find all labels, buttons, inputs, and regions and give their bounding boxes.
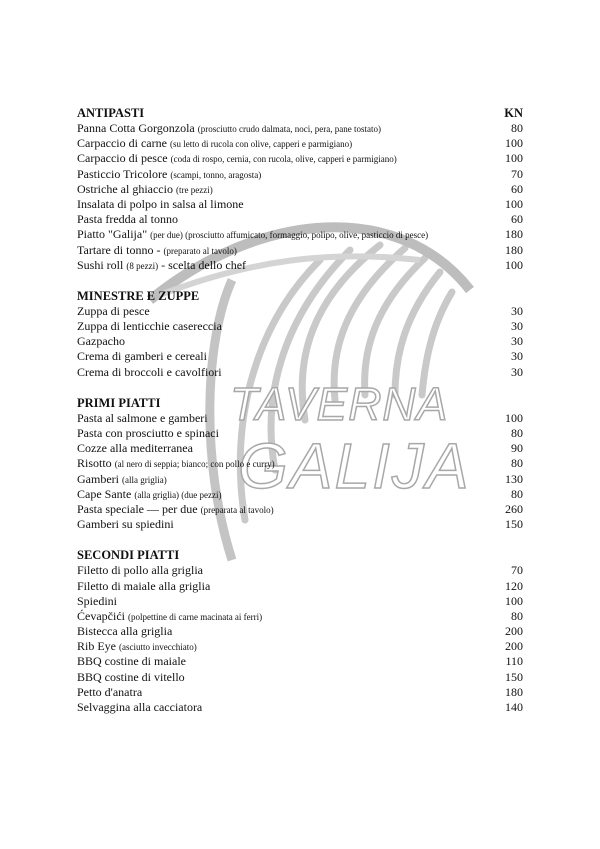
menu-item-description: [77, 197, 244, 212]
menu-item-note: (alla griglia) (due pezzi): [134, 489, 222, 500]
menu-item: [77, 517, 523, 532]
menu-item-note: (preparata al tavolo): [200, 504, 274, 515]
menu-section: [77, 396, 523, 533]
menu-item-price: 30: [511, 334, 523, 349]
menu-item-price: 100: [505, 151, 523, 166]
menu-item-description: [77, 563, 203, 578]
menu-item-name: Pasta fredda al tonno: [77, 212, 178, 227]
menu-item-description: [77, 639, 197, 655]
menu-item-description: [77, 121, 381, 137]
menu-item-description: [77, 654, 186, 669]
menu-item: [77, 121, 523, 136]
menu-item-description: [77, 624, 172, 639]
menu-item-name: Spiedini: [77, 593, 118, 608]
menu-item-price: 30: [511, 349, 523, 364]
menu-item-name: Pasta al salmone e gamberi: [77, 410, 208, 425]
menu-item-name: BBQ costine di vitello: [77, 669, 185, 684]
menu-item: [77, 700, 523, 715]
menu-item: [77, 609, 523, 624]
menu-item-price: 140: [505, 700, 523, 714]
menu-section: [77, 548, 523, 715]
menu-item-name: Zuppa di lenticchie casereccia: [77, 319, 222, 334]
menu-item: [77, 258, 523, 273]
menu-item-price: 70: [511, 166, 523, 181]
menu-item-price: 80: [511, 426, 523, 440]
menu-item-name: Bistecca alla griglia: [77, 624, 173, 639]
menu-item-name: Pasta speciale — per due: [77, 501, 198, 516]
menu-item-description: [77, 685, 142, 700]
menu-item: [77, 334, 523, 349]
menu-item: [77, 685, 523, 700]
menu-item-price: 70: [511, 563, 523, 578]
menu-item-description: [77, 227, 428, 243]
menu-item-price: 100: [505, 196, 523, 211]
menu-item-name: Rib Eye: [77, 639, 116, 654]
menu-item-name: Crema di broccoli e cavolfiori: [77, 364, 222, 379]
menu-item-name: Pasta con prosciutto e spinaci: [77, 426, 219, 440]
menu-item-price: 180: [505, 227, 523, 242]
section-title: SECONDI PIATTI: [77, 548, 180, 563]
menu-item-description: [77, 136, 352, 152]
menu-item-price: 60: [511, 212, 523, 227]
menu-item-name: Cozze alla mediterranea: [77, 441, 193, 456]
menu-item-description: [77, 258, 246, 274]
menu-item-note: (su letto di rucola con olive, capperi e parmigiano): [169, 139, 353, 150]
menu-item: [77, 151, 523, 166]
menu-item-name: Insalata di polpo in salsa al limone: [77, 196, 244, 211]
menu-item: [77, 670, 523, 685]
menu-item-note: (alla griglia): [121, 474, 167, 485]
menu-item-name: Cape Sante: [77, 486, 132, 501]
menu-item-price: 120: [505, 578, 523, 593]
menu-item-note: (preparato al tavolo): [163, 245, 237, 256]
menu-item: [77, 563, 523, 578]
menu-item: [77, 227, 523, 242]
menu-item: [77, 426, 523, 441]
menu-item-description: [77, 243, 237, 259]
menu-item-description: [77, 487, 222, 503]
menu-item: [77, 639, 523, 654]
menu-item-name: Carpaccio di carne: [77, 136, 167, 151]
watermark-line2: GALIJA: [238, 430, 471, 502]
menu-item-name: Gamberi su spiedini: [77, 517, 174, 532]
menu-item: [77, 654, 523, 669]
menu-item-price: 150: [505, 517, 523, 532]
section-title: ANTIPASTI: [77, 106, 145, 120]
menu-item-description: [77, 502, 274, 518]
menu-item-name: Ostriche al ghiaccio: [77, 181, 173, 196]
menu-item-price: 260: [505, 501, 523, 516]
menu-item-price: 150: [505, 669, 523, 684]
section-header: [77, 396, 523, 411]
menu-item: [77, 182, 523, 197]
menu-item-description: [77, 212, 178, 227]
menu-item-price: 90: [511, 441, 523, 456]
menu-item: [77, 411, 523, 426]
watermark-line1: TAVERNA: [230, 378, 449, 430]
menu-item-name: Tartare di tonno -: [77, 242, 161, 257]
menu-item-name: Zuppa di pesce: [77, 303, 150, 318]
menu-item-description: [77, 334, 125, 349]
menu-item: [77, 212, 523, 227]
menu-item-price: 180: [505, 242, 523, 257]
menu-item-name: Risotto: [77, 456, 112, 471]
menu-item: [77, 441, 523, 456]
menu-item: [77, 456, 523, 471]
menu-item-price: 100: [505, 257, 523, 272]
menu-item: [77, 502, 523, 517]
menu-item-description: [77, 579, 210, 594]
currency-label: KN: [504, 106, 523, 120]
menu-item-name: Petto d'anatra: [77, 684, 143, 699]
menu-item: [77, 594, 523, 609]
menu-item-note: (prosciutto crudo dalmata, noci, pera, pane tostato): [197, 124, 381, 134]
menu-item-name: Ćevapčići: [77, 608, 125, 623]
menu-item-description: [77, 365, 222, 380]
menu-item-name: Pasticcio Tricolore: [77, 166, 168, 181]
menu-item-price: 80: [511, 608, 523, 623]
menu-item-description: [77, 456, 275, 472]
menu-item-note: (8 pezzi): [126, 260, 159, 271]
menu-item-note: (asciutto invecchiato): [119, 642, 197, 653]
menu-item-description: [77, 426, 219, 441]
menu-item-note: (per due) (prosciutto affumicato, formaggio, polipo, olive, pasticcio di pesce): [150, 230, 429, 241]
menu-item: [77, 197, 523, 212]
menu-section: [77, 106, 523, 273]
menu-item-description: [77, 700, 202, 715]
menu-item-description: [77, 670, 185, 685]
menu-item-description: [77, 411, 208, 426]
menu-item-note: (al nero di seppia; bianco; con pollo e curry): [114, 459, 275, 470]
menu-item-price: 200: [505, 639, 523, 654]
menu-item: [77, 304, 523, 319]
menu-item-price: 60: [511, 181, 523, 196]
menu-item-price: 30: [511, 303, 523, 318]
menu-item-price: 80: [511, 456, 523, 471]
menu-item-name: Filetto di pollo alla griglia: [77, 563, 203, 578]
menu-item-price: 100: [505, 410, 523, 425]
menu-item-name: Carpaccio di pesce: [77, 151, 168, 166]
menu-item: [77, 579, 523, 594]
menu-item-name: Filetto di maiale alla griglia: [77, 578, 211, 593]
menu-item-price: 180: [505, 684, 523, 699]
menu-item-description: [77, 349, 207, 364]
menu-item: [77, 349, 523, 364]
menu-item-price: 130: [505, 471, 523, 486]
menu-item: [77, 487, 523, 502]
menu-item-description: [77, 472, 167, 488]
menu-item-description: [77, 151, 397, 167]
menu-item-name: BBQ costine di maiale: [77, 654, 186, 669]
menu-item-price: 110: [505, 654, 523, 669]
menu-item-note: (polpettine di carne macinata ai ferri): [127, 611, 263, 622]
section-header: [77, 548, 523, 563]
menu-item-note: (coda di rospo, cernia, con rucola, olive, capperi e parmigiano): [170, 154, 397, 165]
menu-item-name: Gamberi: [77, 471, 119, 486]
menu-item-name: Sushi roll: [77, 257, 124, 272]
menu-item-price: 100: [505, 136, 523, 151]
menu-item-description: [77, 441, 193, 456]
menu-item-price: 80: [511, 486, 523, 501]
menu-item-name-suffix: - scelta dello chef: [158, 257, 247, 272]
section-title: PRIMI PIATTI: [77, 395, 161, 410]
menu-item: [77, 167, 523, 182]
menu-item-price: 30: [511, 319, 523, 334]
menu-item-note: (scampi, tonno, aragosta): [170, 169, 262, 180]
menu-item: [77, 243, 523, 258]
menu-item-description: [77, 517, 174, 532]
menu-item-description: [77, 609, 262, 625]
menu-item-name: Piatto "Galija": [77, 227, 148, 242]
menu-item-description: [77, 182, 213, 198]
section-header: [77, 106, 523, 121]
menu-item-name: Selvaggina alla cacciatora: [77, 700, 203, 714]
menu-item-price: 200: [505, 624, 523, 639]
menu-section: [77, 289, 523, 380]
menu-item-description: [77, 304, 150, 319]
menu-item: [77, 136, 523, 151]
menu-item: [77, 624, 523, 639]
menu-item: [77, 472, 523, 487]
menu-item-name: Panna Cotta Gorgonzola: [77, 121, 195, 135]
menu-item-description: [77, 594, 117, 609]
menu-item-note: (tre pezzi): [175, 184, 213, 195]
menu-item: [77, 319, 523, 334]
menu-list: [77, 106, 523, 731]
menu-item-description: [77, 167, 261, 183]
menu-item-description: [77, 319, 222, 334]
section-header: [77, 289, 523, 304]
menu-item-price: 80: [511, 121, 523, 135]
menu-item-name: Crema di gamberi e cereali: [77, 349, 207, 364]
menu-item-price: 100: [505, 593, 523, 608]
section-title: MINESTRE E ZUPPE: [77, 288, 200, 303]
menu-item-price: 30: [511, 364, 523, 379]
menu-item-name: Gazpacho: [77, 334, 125, 349]
menu-item: [77, 365, 523, 380]
